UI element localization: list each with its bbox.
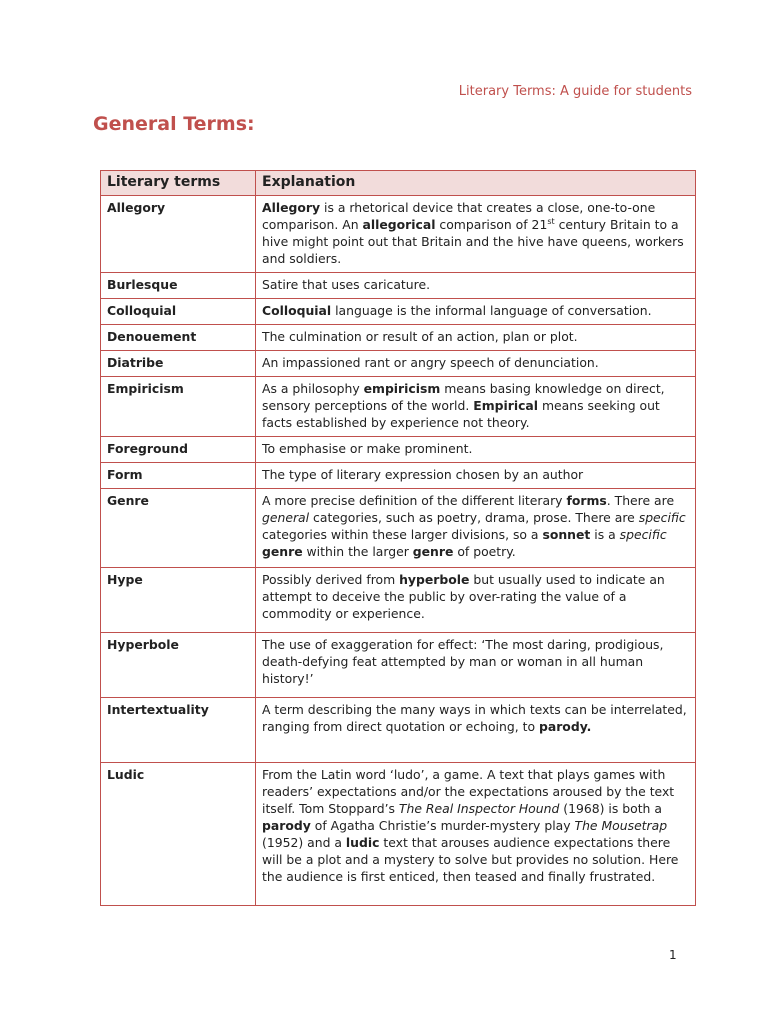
explanation-cell [256, 437, 696, 463]
explanation-text: of Agatha Christie’s murder-mystery play [310, 818, 575, 833]
term-cell: Denouement [101, 325, 256, 351]
term-cell: Genre [101, 489, 256, 568]
table-row [101, 377, 696, 437]
explanation-text: is a rhetorical device that creates a close, one-to-one comparison. An [262, 200, 656, 232]
explanation-text: As a philosophy [262, 381, 364, 396]
explanation-cell [256, 568, 696, 633]
explanation-text: (1968) is both a [559, 801, 662, 816]
term-cell: Hyperbole [101, 633, 256, 698]
explanation-text: genre [262, 544, 303, 559]
table-row [101, 437, 696, 463]
explanation-cell [256, 377, 696, 437]
explanation-text: ludic [345, 835, 380, 850]
explanation-text: but usually used to indicate an attempt to deceive the public by over-rating the value of a commodity or experience. [262, 572, 665, 621]
table-row [101, 299, 696, 325]
explanation-text: genre [412, 544, 454, 559]
table-row [101, 633, 696, 698]
explanation-text: The use of exaggeration for effect: ‘The most daring, prodigious, death-defying feat attempted by man or woman in all human history!’ [262, 637, 664, 686]
explanation-text: The culmination or result of an action, plan or plot. [262, 329, 578, 344]
explanation-text: empiricism [363, 381, 441, 396]
explanation-text: language is the informal language of conversation. [331, 303, 652, 318]
running-header: Literary Terms: A guide for students [458, 84, 692, 99]
explanation-text: The Real Inspector Hound [398, 801, 560, 816]
explanation-text: allegorical [362, 217, 436, 232]
term-cell: Burlesque [101, 273, 256, 299]
explanation-text: is a [590, 527, 620, 542]
table-header-row [101, 171, 696, 196]
explanation-text: forms [566, 493, 607, 508]
explanation-text: general [262, 510, 310, 525]
page-number: 1 [669, 948, 677, 962]
term-cell: Form [101, 463, 256, 489]
explanation-text: (1952) and a [262, 835, 346, 850]
explanation-text: To emphasise or make prominent. [262, 441, 473, 456]
explanation-text: means seeking out facts established by experience not theory. [262, 398, 660, 430]
column-header-term: Literary terms [101, 171, 256, 196]
explanation-text: means basing knowledge on direct, sensory perceptions of the world. [262, 381, 665, 413]
explanation-text: of poetry. [453, 544, 516, 559]
term-cell: Intertextuality [101, 698, 256, 763]
explanation-text: Possibly derived from [262, 572, 400, 587]
explanation-text: The type of literary expression chosen by an author [262, 467, 584, 482]
explanation-text: specific [638, 510, 686, 525]
explanation-text: Colloquial [262, 303, 332, 318]
explanation-text: Empirical [473, 398, 539, 413]
explanation-cell [256, 325, 696, 351]
explanation-text: categories within these larger divisions, so a [262, 527, 543, 542]
terms-table [100, 170, 696, 906]
explanation-text: specific [619, 527, 667, 542]
explanation-cell [256, 196, 696, 273]
explanation-text: Allegory [262, 200, 321, 215]
explanation-cell [256, 351, 696, 377]
explanation-cell [256, 489, 696, 568]
term-cell: Allegory [101, 196, 256, 273]
table-row [101, 273, 696, 299]
explanation-text: Satire that uses caricature. [262, 277, 431, 292]
section-title: General Terms: [93, 113, 255, 135]
explanation-text: An impassioned rant or angry speech of denunciation. [262, 355, 599, 370]
term-cell: Colloquial [101, 299, 256, 325]
explanation-text: sonnet [542, 527, 591, 542]
table-row [101, 698, 696, 763]
explanation-text: . There are [606, 493, 675, 508]
explanation-cell [256, 299, 696, 325]
explanation-text: text that arouses audience expectations there will be a plot and a mystery to solve but provides no solution. Here the audience is first enticed, then teased and finally frustrated. [262, 835, 679, 884]
explanation-text: within the larger [302, 544, 413, 559]
explanation-text: categories, such as poetry, drama, prose. There are [309, 510, 639, 525]
table-row [101, 351, 696, 377]
explanation-cell [256, 698, 696, 763]
term-cell: Foreground [101, 437, 256, 463]
explanation-text: parody. [538, 719, 592, 734]
table-row [101, 463, 696, 489]
explanation-text: hyperbole [399, 572, 470, 587]
term-cell: Empiricism [101, 377, 256, 437]
table-row [101, 763, 696, 906]
explanation-cell [256, 463, 696, 489]
explanation-text: From the Latin word ‘ludo’, a game. A text that plays games with readers’ expectations and/or the expectations aroused by the text itself. Tom Stoppard’s [262, 767, 675, 816]
explanation-text: The Mousetrap [574, 818, 668, 833]
column-header-explanation: Explanation [256, 171, 696, 196]
explanation-text: A term describing the many ways in which texts can be interrelated, ranging from direct quotation or echoing, to [262, 702, 687, 734]
term-cell: Diatribe [101, 351, 256, 377]
term-cell: Ludic [101, 763, 256, 906]
explanation-text: comparison of 21 [435, 217, 548, 232]
table-row [101, 489, 696, 568]
explanation-text: parody [262, 818, 311, 833]
table-row [101, 568, 696, 633]
table-row [101, 196, 696, 273]
explanation-cell [256, 633, 696, 698]
explanation-text: st [547, 216, 555, 226]
explanation-cell [256, 273, 696, 299]
explanation-cell [256, 763, 696, 906]
explanation-text: A more precise definition of the different literary [262, 493, 567, 508]
explanation-text: century Britain to a hive might point out that Britain and the hive have queens, workers and soldiers. [262, 217, 684, 266]
term-cell: Hype [101, 568, 256, 633]
table-row [101, 325, 696, 351]
